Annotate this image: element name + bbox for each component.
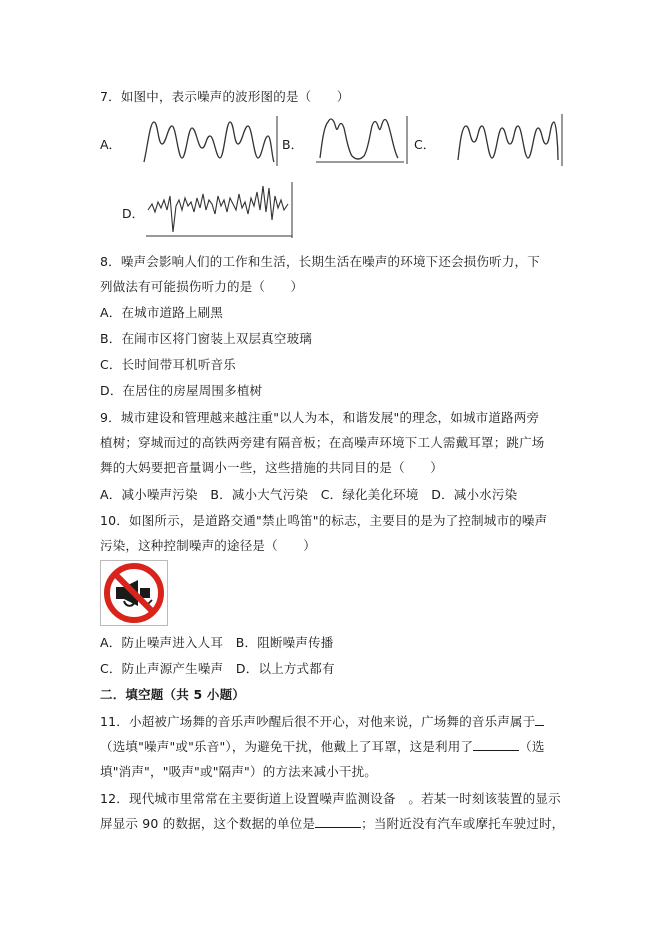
- q7-option-d-label: D．: [122, 206, 145, 221]
- q8-stem-line1: 8．噪声会影响人们的工作和生活，长期生活在噪声的环境下还会损伤听力，下: [100, 254, 540, 269]
- q9-stem-line3: 舞的大妈要把音量调小一些，这些措施的共同目的是（ ）: [100, 460, 443, 475]
- q11-line2-text-b: （选: [519, 739, 545, 754]
- q12-line2-text-a: 屏显示 90 的数据，这个数据的单位是: [100, 816, 316, 831]
- q7-option-b-label: B．: [282, 137, 304, 152]
- q11-line1-text: 11．小超被广场舞的音乐声吵醒后很不开心，对他来说，广场舞的音乐声属于: [100, 714, 536, 729]
- q11-line1: [100, 712, 544, 730]
- q10-options-cd: C．防止声源产生噪声 D．以上方式都有: [100, 661, 335, 676]
- q10-options-ab: A．防止噪声进入人耳 B．阻断噪声传播: [100, 635, 334, 650]
- q12-blank-1[interactable]: [315, 815, 361, 828]
- q7-waveform-c: [452, 114, 566, 166]
- q11-blank-1[interactable]: [535, 713, 544, 726]
- q9-options: A．减小噪声污染 B．减小大气污染 C．绿化美化环境 D．减小水污染: [100, 487, 518, 502]
- q7-option-a-label: A．: [100, 137, 122, 152]
- q8-option-c: C．长时间带耳机听音乐: [100, 357, 236, 372]
- q10-stem-line2: 污染，这种控制噪声的途径是（ ）: [100, 538, 316, 553]
- q10-stem-line1: 10．如图所示，是道路交通"禁止鸣笛"的标志，主要目的是为了控制城市的噪声: [100, 513, 548, 528]
- q11-line2-text-a: （选填"噪声"或"乐音"），为避免干扰，他戴上了耳罩，这是利用了: [100, 739, 474, 754]
- q7-option-c-label: C．: [414, 137, 436, 152]
- q12-line2-text-b: ；当附近没有汽车或摩托车驶过时，: [361, 816, 565, 831]
- q7-waveform-b: [314, 112, 410, 164]
- q8-stem-line2: 列做法有可能损伤听力的是（ ）: [100, 279, 304, 294]
- q8-option-b: B．在闹市区将门窗装上双层真空玻璃: [100, 331, 312, 346]
- q12-line1: 12．现代城市里常常在主要街道上设置噪声监测设备 。若某一时刻该装置的显示: [100, 791, 561, 806]
- q9-stem-line1: 9．城市建设和管理越来越注重"以人为本，和谐发展"的理念，如城市道路两旁: [100, 410, 540, 425]
- q11-line3: 填"消声"，"吸声"或"隔声"）的方法来减小干扰。: [100, 764, 377, 779]
- q12-line2: [100, 814, 564, 832]
- q7-stem: 7．如图中，表示噪声的波形图的是（ ）: [100, 89, 350, 104]
- q7-waveform-d: [144, 180, 296, 238]
- q8-option-a: A．在城市道路上刷黑: [100, 305, 224, 320]
- q11-line2: [100, 737, 545, 755]
- no-honking-sign: [100, 560, 170, 626]
- q7-waveform-a: [140, 114, 280, 166]
- q11-blank-2[interactable]: [473, 738, 519, 751]
- q9-stem-line2: 植树；穿城而过的高铁两旁建有隔音板；在高噪声环境下工人需戴耳罩；跳广场: [100, 435, 545, 450]
- q8-option-d: D．在居住的房屋周围多植树: [100, 383, 263, 398]
- section-heading-fill-in: 二．填空题（共 5 小题）: [100, 687, 246, 702]
